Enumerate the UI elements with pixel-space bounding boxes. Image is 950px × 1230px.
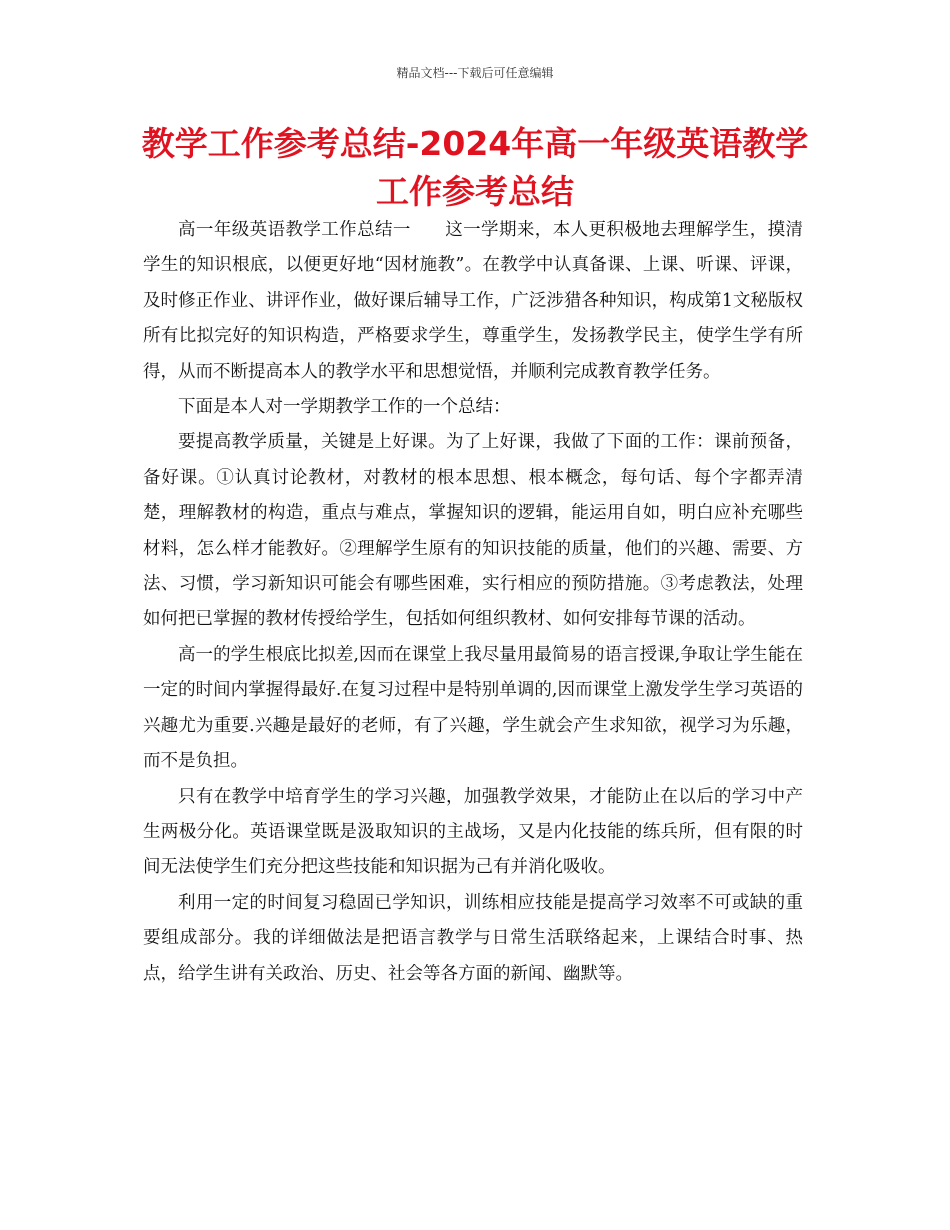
paragraph-summary-intro: 下面是本人对一学期教学工作的一个总结： [178, 397, 511, 418]
intro-lead: 高一年级英语教学工作总结一 [178, 220, 411, 240]
paragraph-lesson-prep: 要提高教学质量，关键是上好课。为了上好课，我做了下面的工作：课前预备，备好课。①认真讨论教材，对教材的根本思想、根本概念，每句话、每个字都弄清楚，理解教材的构造，重点与难点，掌握知识的逻辑，能运用自如，明白应补充哪些材料，怎么样才能教好。②理解学生原有的知识技能的质量，他们的兴趣、需要、方法、习惯，学习新知识可能会有哪些困难，实行相应的预防措施。③考虑教法，处理如何把已掌握的教材传授给学生，包括如何组织教材、如何安排每节课的活动。 [143, 432, 803, 630]
paragraph-cultivate-interest: 只有在教学中培育学生的学习兴趣，加强教学效果，才能防止在以后的学习中产生两极分化。英语课堂既是汲取知识的主战场，又是内化技能的练兵所，但有限的时间无法使学生们充分把这些技能和知识据为己有并消化吸收。 [143, 786, 803, 878]
document-body [143, 213, 803, 992]
paragraph-review-practice: 利用一定的时间复习稳固已学知识，训练相应技能是提高学习效率不可或缺的重要组成部分。我的详细做法是把语言教学与日常生活联络起来，上课结合时事、热点，给学生讲有关政治、历史、社会等各方面的新闻、幽默等。 [143, 892, 803, 984]
paragraph-student-interest: 高一的学生根底比拟差,因而在课堂上我尽量用最简易的语言授课,争取让学生能在一定的时间内掌握得最好.在复习过程中是特别单调的,因而课堂上激发学生学习英语的兴趣尤为重要.兴趣是最好的老师，有了兴趣，学生就会产生求知欲，视学习为乐趣，而不是负担。 [143, 644, 803, 772]
intro-paragraph [143, 213, 803, 390]
intro-body: 这一学期来，本人更积极地去理解学生，摸清学生的知识根底，以便更好地“因材施教”。在教学中认真备课、上课、听课、评课，及时修正作业、讲评作业，做好课后辅导工作，广泛涉猎各种知识，构成第1文秘版权所有比拟完好的知识构造，严格要求学生，尊重学生，发扬教学民主，使学生学有所得，从而不断提高本人的教学水平和思想觉悟，并顺利完成教育教学任务。 [143, 220, 804, 382]
document-title: 教学工作参考总结-2024年高一年级英语教学工作参考总结 [141, 124, 809, 211]
header-note: 精品文档---下载后可任意编辑 [396, 66, 554, 80]
